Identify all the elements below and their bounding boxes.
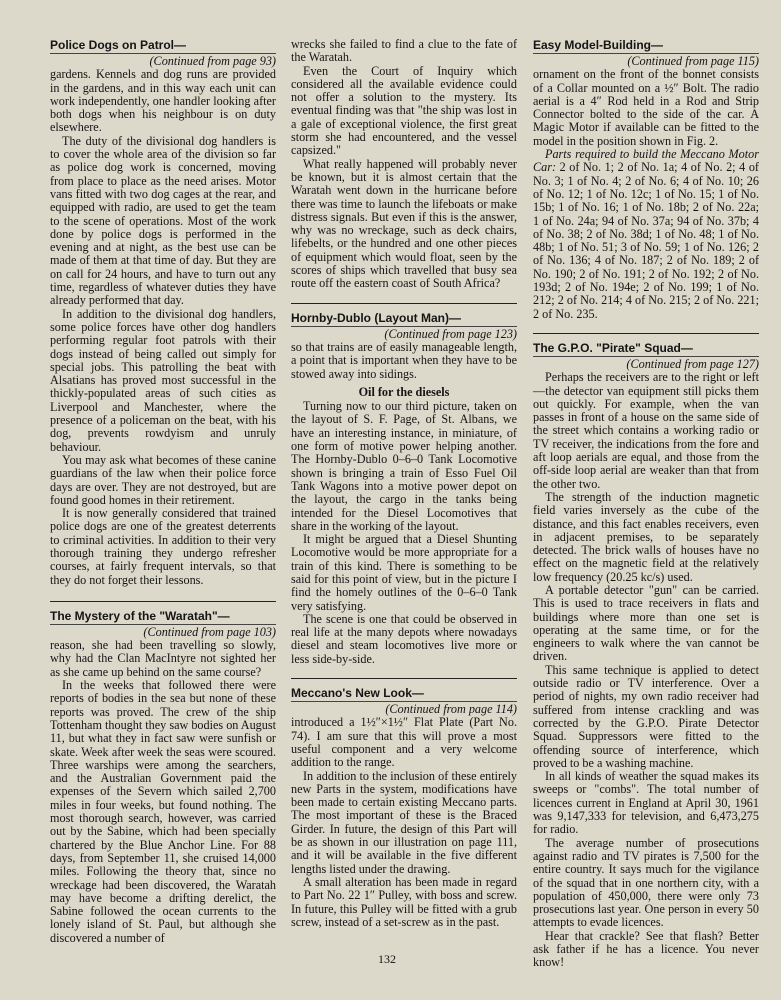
article-heading: Easy Model-Building— [533, 38, 664, 52]
article-heading: The G.P.O. "Pirate" Squad— [533, 333, 759, 355]
paragraph: In addition to the divisional dog handlers, some police forces have other dog handlers performing regular foot patrols with their dogs instead of being called out simply for special jobs. This patrolling the beat with Alsatians has proved most successful in the thickly-populated areas of such cities as Liverpool and Manchester, where the presence of a policeman on the beat, with his dog, prevents rowdyism and unruly behaviour. [50, 306, 276, 454]
paragraph: In the weeks that followed there were reports of bodies in the sea but none of these reports was proved. The crew of the ship Tottenham thought they saw bodies on August 11, but what they in fact saw were sunfish or skate. Week after week the seas were scoured. Three warships were among the searchers, and the Australian Government paid the expenses of the Severn which sailed 2,700 miles in four weeks, but found nothing. The most thorough search, however, was carried out by the Sabine, which had been specially chartered by the Blue Anchor Line. For 88 days, from September 11, she cruised 14,000 miles. Following the theory that, since no wreckage had been discovered, the Waratah may have become a drifting derelict, the Sabine followed the ocean currents to the lonely island of St. Paul, but although she discovered a number of [50, 678, 276, 945]
paragraph: wrecks she failed to find a clue to the fate of the Waratah. [291, 37, 517, 65]
meccano-new-look-article [291, 678, 517, 929]
paragraph: Turning now to our third picture, taken on the layout of S. F. Page, of St. Albans, we have an interesting instance, in miniature, of one form of motive power helping another. The Hornby-Dublo 0–6–0 Tank Locomotive shown is bringing a train of Esso Fuel Oil Tank Wagons into a motive power depot on the layout, the cargo in the tanks being intended for the Diesel Locomotives that share in the working of the layout. [291, 399, 517, 533]
paragraph: A small alteration has been made in regard to Part No. 22 1″ Pulley, with boss and screw. In future, this Pulley will be fitted with a grub screw, instead of a set-screw as in the past. [291, 874, 517, 929]
article-heading: Police Dogs on Patrol— [50, 38, 187, 52]
paragraph: This same technique is applied to detect outside radio or TV interference. Over a period of nights, my own radio receiver had suffered from intense crackling and was corrected by the G.P.O. Pirate Detector Squad. Suppressors were fitted to the offending source of interference, which proved to be a washing machine. [533, 662, 759, 770]
column-2 [291, 38, 517, 929]
continued-note: (Continued from page 127) [533, 356, 759, 371]
article-heading: Meccano's New Look— [291, 678, 517, 700]
easy-model-building-article [533, 38, 759, 321]
paragraph: It might be argued that a Diesel Shunting Locomotive would be more appropriate for a train of this kind. There is something to be said for this point of view, but in the picture I find the homely outlines of the 0–6–0 Tank very satisfying. [291, 532, 517, 613]
article-heading: The Mystery of the "Waratah"— [50, 601, 276, 623]
waratah-continuation [291, 38, 517, 291]
continued-note: (Continued from page 93) [50, 53, 276, 68]
column-1 [50, 38, 276, 945]
paragraph: A portable detector "gun" can be carried. This is used to trace receivers in flats and buildings where more than one set is operating at the same time, or for the engineers to walk where the van cannot be driven. [533, 582, 759, 664]
paragraph: What really happened will probably never be known, but it is almost certain that the Waratah went down in the hurricane before there was time to launch the lifeboats or make distress signals. But even if this is the answer, why was no wreckage, such as deck chairs, lifebelts, or the hundred and one other pieces of equipment which would float, seen by the scores of ships which travelled that busy sea route off the eastern coast of South Africa? [291, 156, 517, 291]
paragraph: The duty of the divisional dog handlers is to cover the whole area of the division so far as police dog work is concerned, moving from place to place as the need arises. Motor vans fitted with two dog cages at the rear, and equipped with radio, are used to get the team to the scene of operations. Most of the work done by police dogs is performed in the evening and at night, as the best use can be made of them at that time of day. But they are on call for 24 hours, and have to turn out any time, regardless of whatever duties they have already performed that day. [50, 133, 276, 308]
paragraph: Perhaps the receivers are to the right or left—the detector van equipment still picks them out quickly. For example, when the van passes in front of a house on the same side of the street which contains a working radio or TV receiver, the indications from the fore and aft loop aerials are equal, and those from the off-side loop aerial are weaker than that from the other two. [533, 370, 759, 491]
paragraph: It is now generally considered that trained police dogs are one of the greatest deterrents to criminal activities. In addition to their very thorough training they undergo refresher courses, at fairly frequent intervals, so that they do not forget their lessons. [50, 506, 276, 587]
paragraph: You may ask what becomes of these canine guardians of the law when their police force days are over. They are not destroyed, but are found good homes in their retirement. [50, 452, 276, 507]
continued-note: (Continued from page 114) [291, 701, 517, 716]
parts-items: 2 of No. 1; 2 of No. 1a; 4 of No. 2; 4 of No. 3; 1 of No. 4; 2 of No. 6; 4 of No. 10; 26 of No. 12; 1 of No. 12c; 1 of No. 15; 1 of No. 15b; 1 of No. 16; 1 of No. 18b; 2 of No. 22a; 1 of No. 24a; 94 of No. 37a; 94 of No. 37b; 4 of No. 38; 2 of No. 38d; 1 of No. 48; 1 of No. 48b; 1 of No. 51; 3 of No. 59; 1 of No. 126; 2 of No. 136; 4 of No. 187; 2 of No. 189; 2 of No. 190; 2 of No. 191; 2 of No. 192; 2 of No. 193d; 2 of No. 194e; 2 of No. 199; 1 of No. 212; 2 of No. 214; 4 of No. 215; 2 of No. 221; 2 of No. 235. [533, 160, 759, 321]
continued-note: (Continued from page 115) [533, 53, 759, 68]
continued-note: (Continued from page 123) [291, 326, 517, 341]
paragraph: introduced a 1½″×1½″ Flat Plate (Part No. 74). I am sure that this will prove a most useful component and a very welcome addition to the range. [291, 715, 517, 770]
page-number: 132 [378, 952, 396, 966]
paragraph: reason, she had been travelling so slowly, why had the Clan MacIntyre not sighted her as she came up behind on the same course? [50, 638, 276, 679]
paragraph: ornament on the front of the bonnet consists of a Collar mounted on a ½″ Bolt. The radio aerial is a 4″ Rod held in a Rod and Strip Connector bolted to the side of the car. A Magic Motor if available can be fitted to the model in the position shown in Fig. 2. [533, 67, 759, 148]
paragraph: The strength of the induction magnetic field varies inversely as the cube of the distance, and this fact enables receivers, even in adjacent premises, to be separately detected. The brick walls of houses have no effect on the magnetic field at the relatively low frequency (20.25 kc/s) used. [533, 489, 759, 584]
parts-intro: Parts required to build the Meccano Motor Car: [533, 147, 759, 175]
article-heading: Hornby-Dublo (Layout Man)— [291, 303, 517, 325]
paragraph: In addition to the inclusion of these entirely new Parts in the system, modifications have been made to certain existing Meccano parts. The most important of these is the Braced Girder. In future, the design of this Part will be as shown in our illustration on page 111, and it will be available in the five different lengths listed under the drawing. [291, 768, 517, 876]
parts-list [533, 148, 759, 321]
police-dogs-article [50, 38, 276, 587]
paragraph: The scene is one that could be observed in real life at the many depots where nowadays diesel and steam locomotives live more or less side-by-side. [291, 611, 517, 666]
continued-note: (Continued from page 103) [50, 624, 276, 639]
paragraph: Even the Court of Inquiry which considered all the available evidence could not offer a solution to the mystery. Its eventual finding was that "the ship was lost in a gale of exceptional violence, the first great storm she had encountered, and the vessel capsized." [291, 63, 517, 158]
gpo-pirate-squad-article [533, 333, 759, 970]
paragraph: The average number of prosecutions against radio and TV pirates is 7,500 for the entire country. It says much for the vigilance of the squad that in one northern city, with a population of 450,000, there were only 73 prosecutions last year. One person in every 50 attempts to evade licences. [533, 835, 759, 930]
subheading: Oil for the diesels [358, 384, 450, 399]
waratah-article [50, 601, 276, 945]
paragraph: gardens. Kennels and dog runs are provided in the gardens, and in this way each unit can work independently, one handler looking after both dogs when his neighbour is on duty elsewhere. [50, 67, 276, 135]
paragraph: so that trains are of easily manageable length, a point that is important when they have to be stowed away into sidings. [291, 339, 517, 381]
paragraph: In all kinds of weather the squad makes its sweeps or "combs". The total number of licences current in England at April 30, 1961 was 9,147,333 for television, and 6,473,275 for radio. [533, 769, 759, 837]
column-3 [533, 38, 759, 970]
paragraph: Hear that crackle? See that flash? Better ask father if he has a licence. You never know! [533, 928, 759, 970]
hornby-dublo-article [291, 303, 517, 666]
